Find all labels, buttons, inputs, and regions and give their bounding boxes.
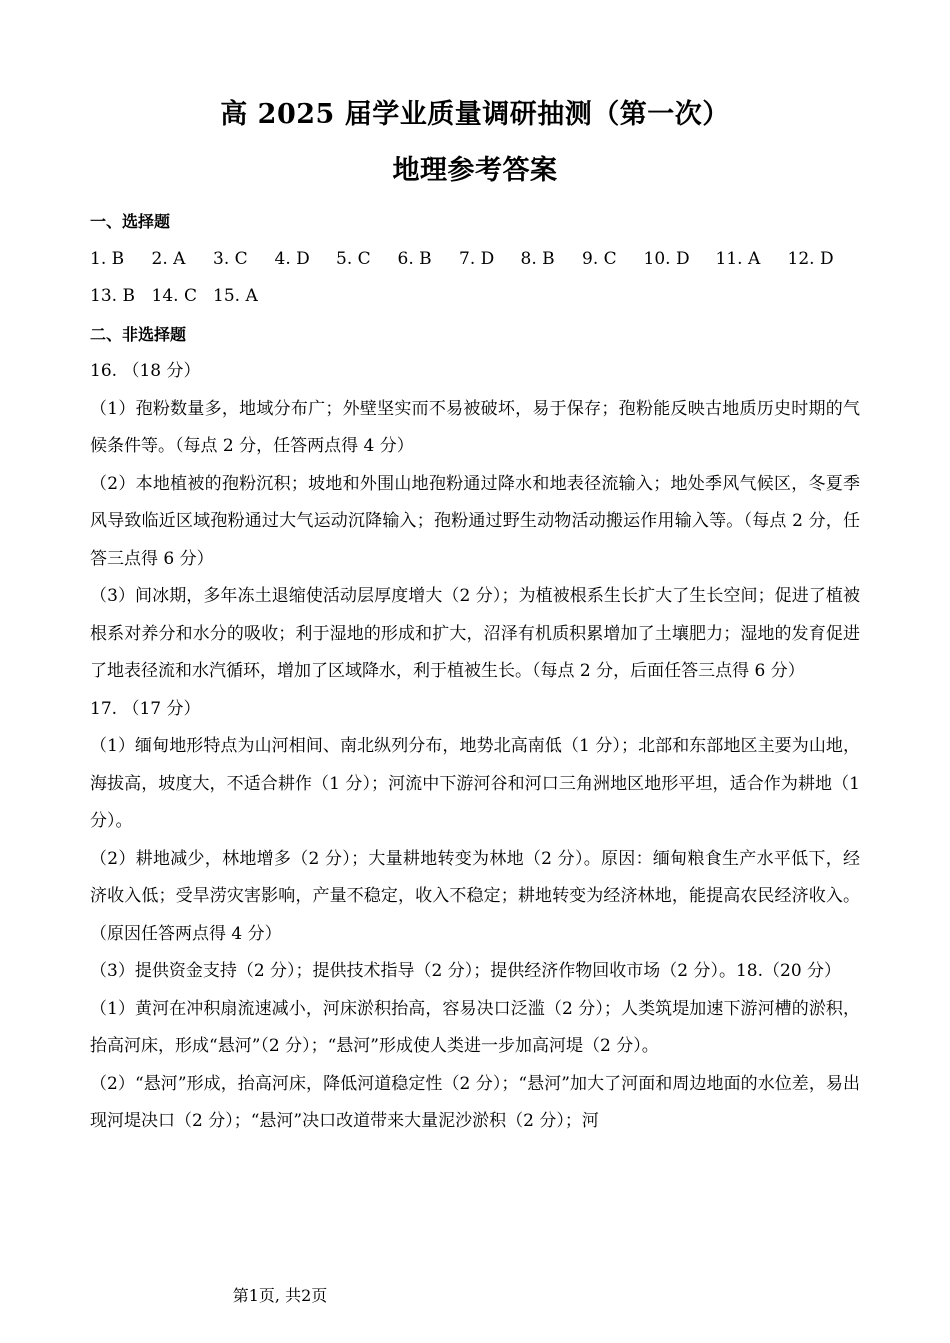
choice-answer: 7. D [459,248,495,269]
page-number: 第1页, 共2页 [232,1286,328,1305]
choice-answer: 9. C [582,248,617,269]
choice-answer: 11. A [715,248,761,269]
choice-answer: 1. B [90,248,125,269]
question-17-part-1: （1）缅甸地形特点为山河相间、南北纵列分布，地势北高南低（1 分）；北部和东部地区主要为山地，海拔高，坡度大，不适合耕作（1 分）；河流中下游河谷和河口三角洲地区地形平坦，适合作为耕地（1 分）。 [90,736,860,831]
nonchoice-section-heading: 二、非选择题 [90,324,187,344]
choice-answer: 2. A [151,248,186,269]
question-16-heading: 16. （18 分） [90,361,201,381]
choice-answer: 5. C [336,248,371,269]
question-16-part-2: （2）本地植被的孢粉沉积；坡地和外围山地孢粉通过降水和地表径流输入；地处季风气候区，冬夏季风导致临近区域孢粉通过大气运动沉降输入；孢粉通过野生动物活动搬运作用输入等。（每点 2 分，任答三点得 6 分） [90,473,860,569]
choice-answer: 3. C [213,248,248,269]
answer-content [90,203,860,1141]
choice-answer: 4. D [274,248,310,269]
choice-answer: 8. B [520,248,555,269]
choice-answer: 14. C [151,286,197,306]
question-17-part-3: （3）提供资金支持（2 分）；提供技术指导（2 分）；提供经济作物回收市场（2 分）。18.（20 分） [90,961,842,981]
choice-answer: 13. B [90,286,135,306]
choice-answers [90,241,860,316]
choice-answer: 6. B [397,248,432,269]
question-16-part-1: （1）孢粉数量多，地域分布广；外壁坚实而不易被破坏，易于保存；孢粉能反映古地质历史时期的气候条件等。（每点 2 分，任答两点得 4 分） [90,398,860,456]
page-title: 高 2025 届学业质量调研抽测（第一次） [220,99,730,130]
choice-answer: 10. D [643,248,690,269]
choice-answer: 15. A [213,286,258,306]
choice-answer: 12. D [787,248,834,269]
question-18-part-1: （1）黄河在冲积扇流速减小，河床淤积抬高，容易决口泛滥（2 分）；人类筑堤加速下游河槽的淤积，抬高河床，形成“悬河”（2 分）；“悬河”形成使人类进一步加高河堤（2 分）。 [90,998,860,1056]
question-16-part-3: （3）间冰期，多年冻土退缩使活动层厚度增大（2 分）；为植被根系生长扩大了生长空间；促进了植被根系对养分和水分的吸收；利于湿地的形成和扩大，沼泽有机质积累增加了土壤肥力；湿地的发育促进了地表径流和水汽循环，增加了区域降水，利于植被生长。（每点 2 分，后面任答三点得 6 分） [90,586,860,681]
choice-section-heading: 一、选择题 [90,212,171,231]
question-17-heading: 17. （17 分） [90,698,201,719]
question-17-part-2: （2）耕地减少，林地增多（2 分）；大量耕地转变为林地（2 分）。原因：缅甸粮食生产水平低下，经济收入低；受旱涝灾害影响，产量不稳定，收入不稳定；耕地转变为经济林地，能提高农民经济收入。（原因任答两点得 4 分） [90,848,860,944]
question-18-part-2: （2）“悬河”形成，抬高河床，降低河道稳定性（2 分）；“悬河”加大了河面和周边地面的水位差，易出现河堤决口（2 分）；“悬河”决口改道带来大量泥沙淤积（2 分）；河 [90,1073,860,1131]
page-subtitle: 地理参考答案 [392,155,558,186]
